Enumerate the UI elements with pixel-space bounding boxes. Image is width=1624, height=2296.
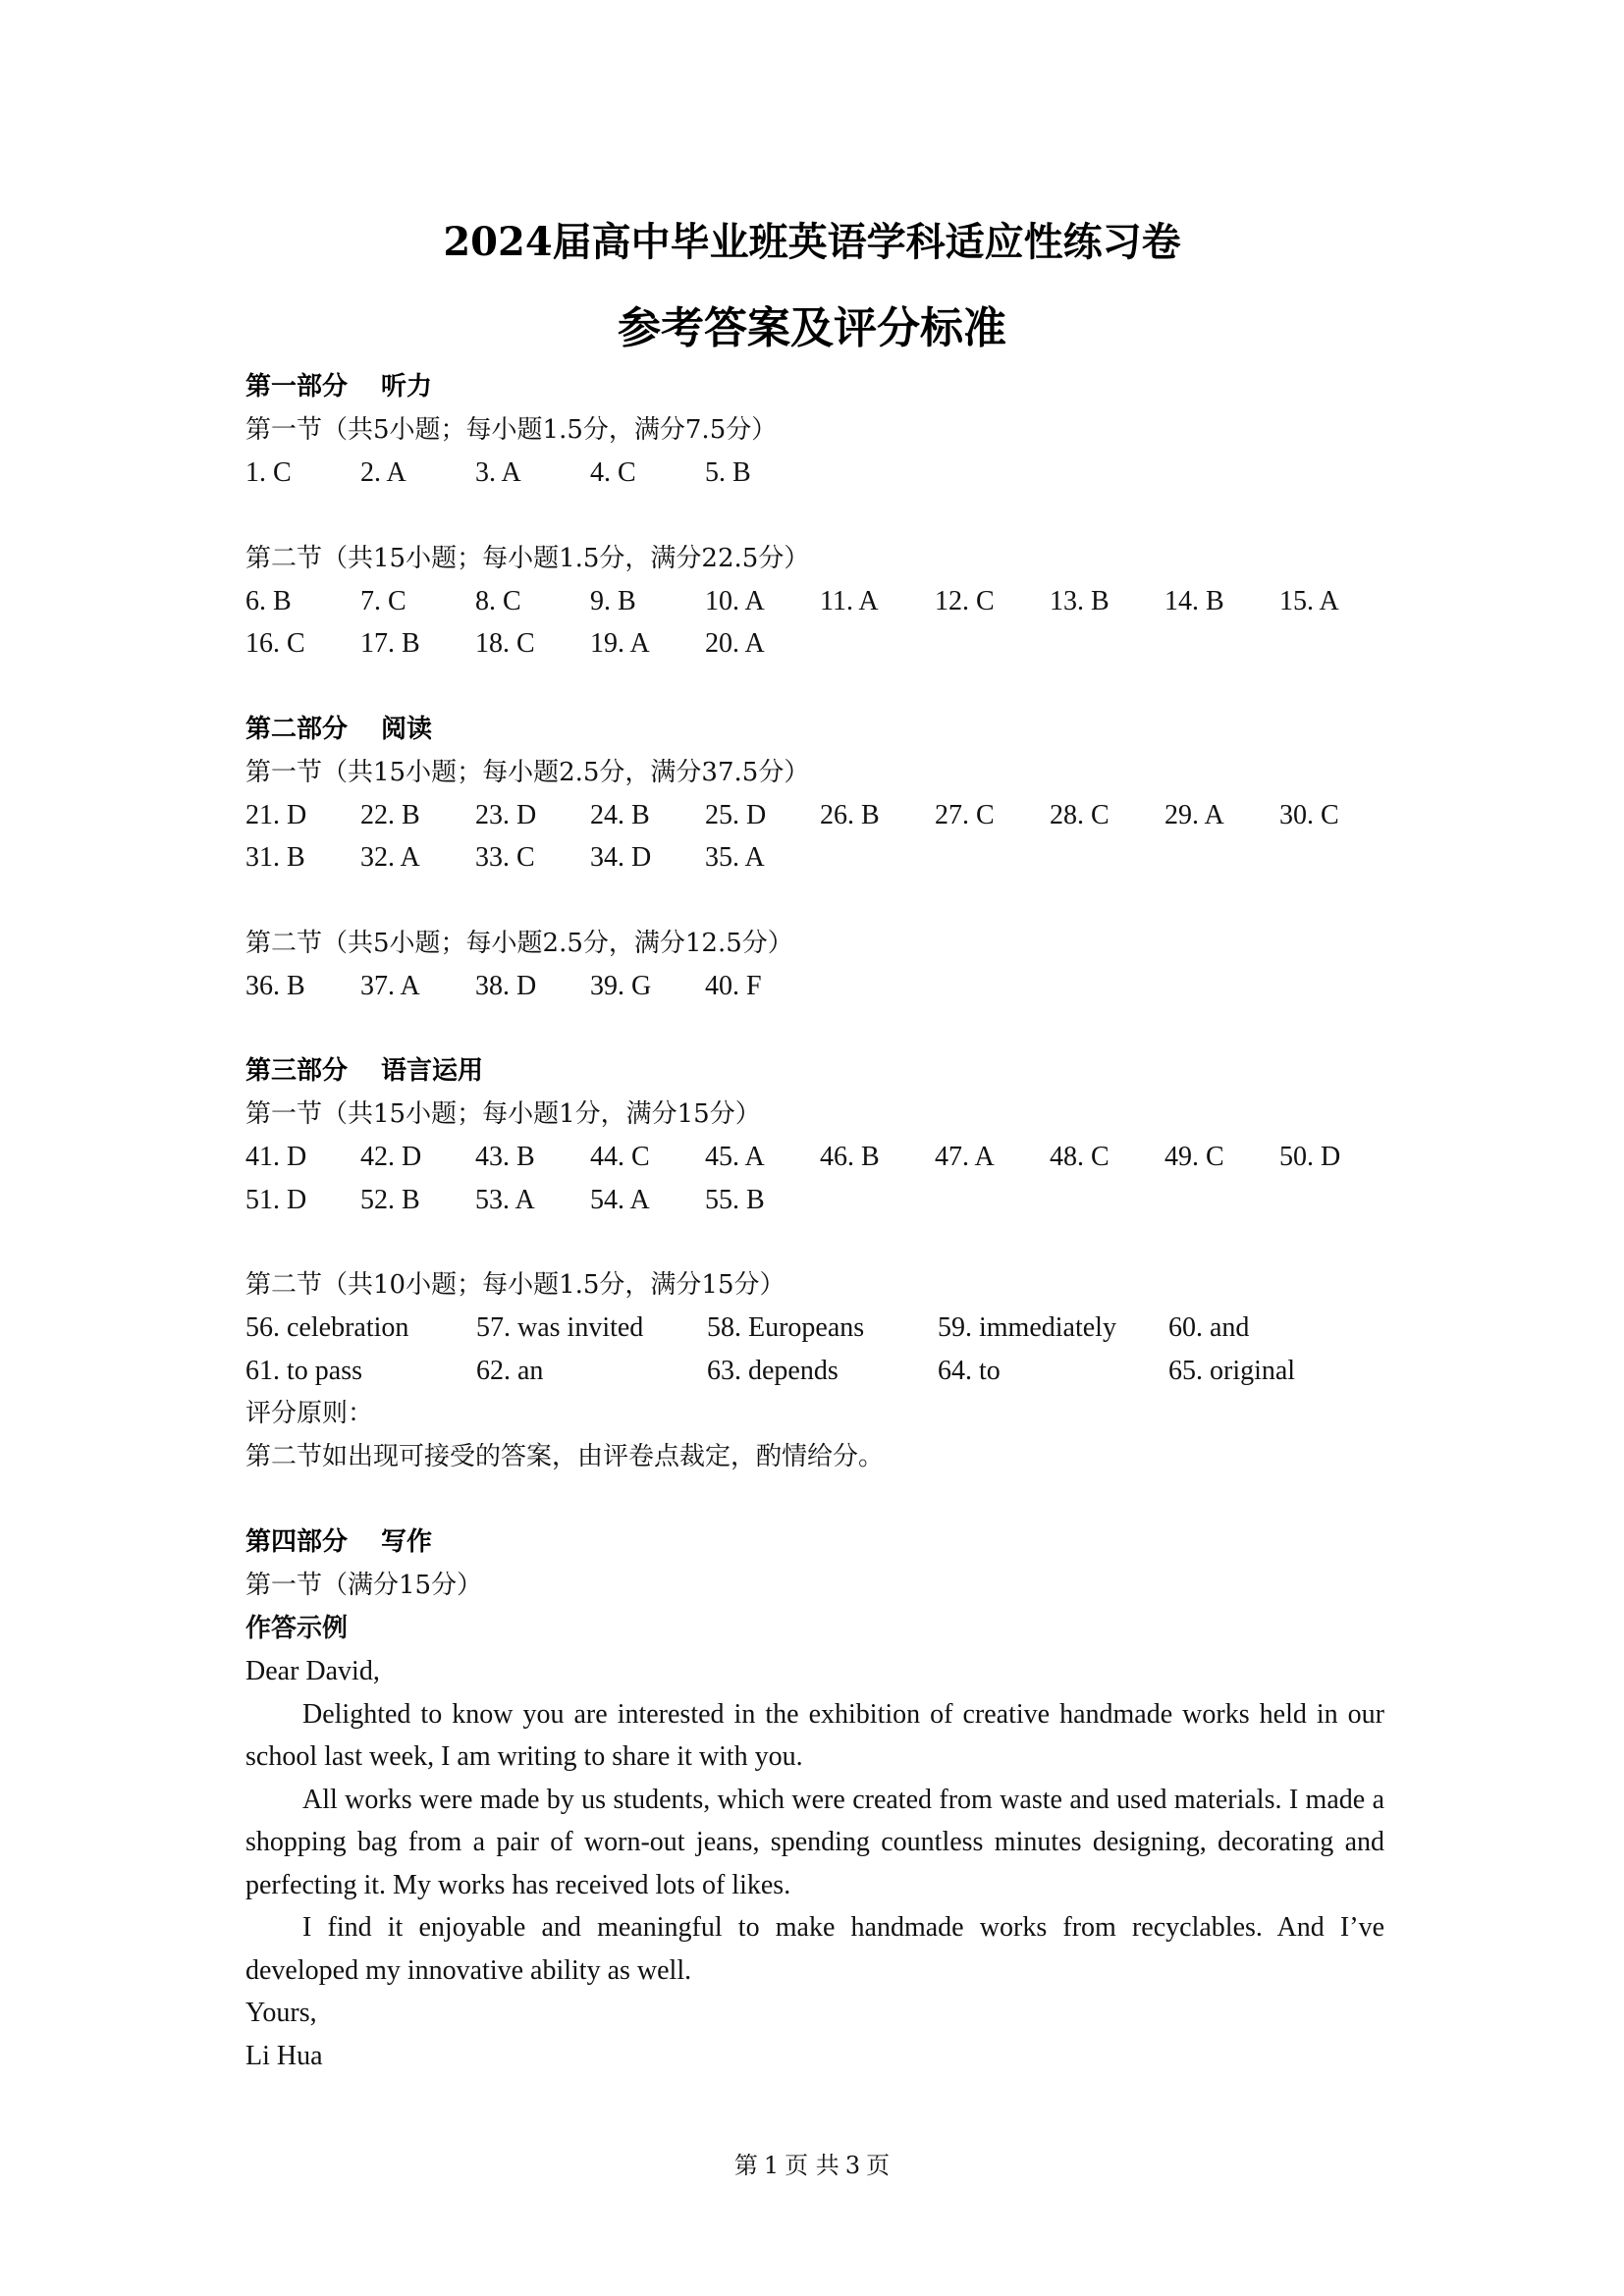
answer-item: 13. B	[1050, 585, 1110, 616]
answer-row	[245, 1307, 1384, 1350]
answer-item: 57. was invited	[476, 1312, 644, 1343]
answer-item: 44. C	[590, 1142, 650, 1172]
answer-item: 22. B	[360, 799, 420, 830]
answer-item: 37. A	[360, 970, 420, 1001]
answer-item: 41. D	[245, 1142, 307, 1172]
answer-row	[245, 794, 1384, 837]
answer-item: 59. immediately	[938, 1312, 1116, 1343]
answer-item: 40. F	[705, 970, 762, 1001]
document-subtitle: 参考答案及评分标准	[618, 303, 1006, 353]
answer-item: 39. G	[590, 970, 652, 1001]
answer-item: 1. C	[245, 457, 292, 488]
answer-item: 19. A	[590, 628, 650, 659]
answer-item: 18. C	[475, 628, 535, 659]
part-2-section-1-title: 第一节（共15小题；每小题2.5分，满分37.5分）	[245, 757, 810, 787]
answer-item: 12. C	[935, 585, 995, 616]
answer-item: 17. B	[360, 628, 420, 659]
answer-item: 63. depends	[707, 1355, 839, 1386]
answer-item: 51. D	[245, 1184, 307, 1215]
answer-content	[245, 365, 1384, 2077]
answer-item: 20. A	[705, 628, 765, 659]
part-1-heading: 第一部分 听力	[245, 372, 433, 401]
answer-row	[245, 622, 1384, 666]
answer-item: 42. D	[360, 1142, 422, 1172]
answer-item: 3. A	[475, 457, 521, 488]
page-number: 1	[763, 2152, 780, 2179]
answer-item: 10. A	[705, 585, 765, 616]
answer-item: 33. C	[475, 842, 535, 873]
answer-item: 24. B	[590, 799, 650, 830]
answer-item: 4. C	[590, 457, 636, 488]
sample-answer-label: 作答示例	[245, 1614, 349, 1643]
answer-item: 50. D	[1279, 1142, 1341, 1172]
answer-row	[245, 452, 1384, 495]
part-1-section-2-title: 第二节（共15小题；每小题1.5分，满分22.5分）	[245, 543, 810, 573]
answer-row	[245, 580, 1384, 623]
letter-paragraph: Delighted to know you are interested in the exhibition of creative handmade works held in our school last week, I am writing to share it with you.	[245, 1698, 1384, 1772]
answer-item: 43. B	[475, 1142, 535, 1172]
answer-item: 31. B	[245, 842, 305, 873]
answer-item: 28. C	[1050, 799, 1110, 830]
part-2-section-2-title: 第二节（共5小题；每小题2.5分，满分12.5分）	[245, 928, 793, 958]
document-title: 2024届高中毕业班英语学科适应性练习卷	[443, 219, 1181, 265]
answer-item: 21. D	[245, 799, 307, 830]
answer-item: 52. B	[360, 1184, 420, 1215]
answer-item: 34. D	[590, 842, 652, 873]
answer-item: 26. B	[820, 799, 880, 830]
answer-item: 35. A	[705, 842, 765, 873]
answer-item: 8. C	[475, 585, 521, 616]
answer-item: 45. A	[705, 1142, 765, 1172]
answer-item: 46. B	[820, 1142, 880, 1172]
answer-item: 23. D	[475, 799, 537, 830]
answer-item: 30. C	[1279, 799, 1339, 830]
answer-row	[245, 1136, 1384, 1179]
answer-item: 9. B	[590, 585, 636, 616]
part-4-heading: 第四部分 写作	[245, 1527, 433, 1557]
answer-item: 15. A	[1279, 585, 1339, 616]
letter-paragraph: I find it enjoyable and meaningful to make handmade works from recyclables. And I’ve developed my innovative ability as well.	[245, 1912, 1384, 1986]
answer-item: 27. C	[935, 799, 995, 830]
answer-item: 60. and	[1168, 1312, 1250, 1343]
answer-item: 36. B	[245, 970, 305, 1001]
scoring-principle-label: 评分原则：	[245, 1399, 374, 1428]
answer-item: 16. C	[245, 628, 305, 659]
answer-item: 47. A	[935, 1142, 995, 1172]
answer-item: 32. A	[360, 842, 420, 873]
page-total: 3	[844, 2152, 861, 2179]
answer-item: 54. A	[590, 1184, 650, 1215]
answer-item: 65. original	[1168, 1355, 1296, 1386]
answer-item: 62. an	[476, 1355, 544, 1386]
letter-closing: Yours,	[245, 1998, 317, 2028]
answer-row	[245, 836, 1384, 880]
answer-item: 7. C	[360, 585, 406, 616]
page-footer: 第 1 页 共 3 页	[733, 2152, 891, 2179]
answer-row	[245, 1179, 1384, 1222]
part-3-section-1-title: 第一节（共15小题；每小题1分，满分15分）	[245, 1099, 761, 1129]
answer-item: 5. B	[705, 457, 751, 488]
part-3-section-2-title: 第二节（共10小题；每小题1.5分，满分15分）	[245, 1270, 785, 1300]
letter-paragraph: All works were made by us students, which were created from waste and used materials. I made a shopping bag from a pair of worn-out jeans, spending countless minutes designing, decorating and perfecting it. My works has received lots of likes.	[245, 1784, 1384, 1900]
answer-item: 2. A	[360, 457, 406, 488]
answer-item: 25. D	[705, 799, 767, 830]
answer-row	[245, 965, 1384, 1008]
answer-row	[245, 1350, 1384, 1393]
answer-item: 14. B	[1164, 585, 1224, 616]
part-2-heading: 第二部分 阅读	[245, 714, 433, 744]
answer-item: 53. A	[475, 1184, 535, 1215]
letter-signature: Li Hua	[245, 2040, 323, 2071]
answer-item: 61. to pass	[245, 1355, 362, 1386]
answer-item: 55. B	[705, 1184, 765, 1215]
part-1-section-1-title: 第一节（共5小题；每小题1.5分，满分7.5分）	[245, 415, 778, 445]
answer-item: 6. B	[245, 585, 292, 616]
answer-item: 48. C	[1050, 1142, 1110, 1172]
part-4-section-1-title: 第一节（满分15分）	[245, 1571, 483, 1600]
answer-item: 11. A	[820, 585, 879, 616]
answer-item: 49. C	[1164, 1142, 1224, 1172]
scoring-principle-text: 第二节如出现可接受的答案，由评卷点裁定，酌情给分。	[245, 1442, 885, 1471]
answer-item: 29. A	[1164, 799, 1224, 830]
answer-item: 58. Europeans	[707, 1312, 865, 1343]
sample-letter	[245, 1650, 1384, 2077]
letter-greeting: Dear David,	[245, 1656, 380, 1686]
answer-item: 38. D	[475, 970, 537, 1001]
part-3-heading: 第三部分 语言运用	[245, 1056, 484, 1086]
answer-item: 56. celebration	[245, 1312, 409, 1343]
answer-item: 64. to	[938, 1355, 1001, 1386]
